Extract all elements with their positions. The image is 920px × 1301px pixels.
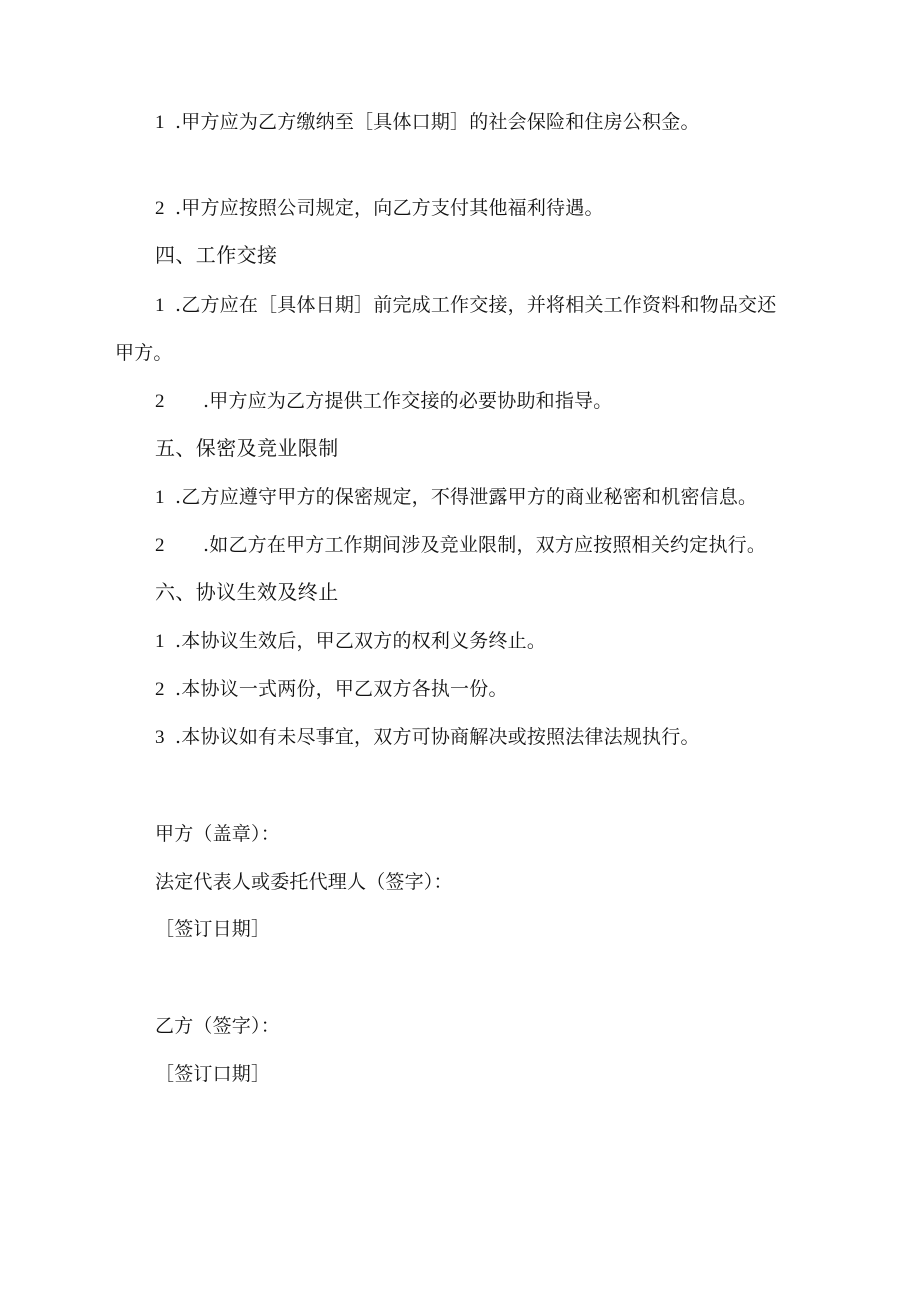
item-text: .甲方应为乙方缴纳至［具体口期］的社会保险和住房公积金。	[175, 111, 700, 133]
section4-item-2	[155, 389, 612, 414]
item-text: .甲方应为乙方提供工作交接的必要协助和指导。	[203, 390, 613, 412]
section4-item-1-continuation: 甲方。	[115, 342, 173, 364]
item-text: .乙方应在［具体日期］前完成工作交接，并将相关工作资料和物品交还	[175, 294, 777, 316]
section3-item-1	[155, 110, 700, 135]
item-number: 1	[155, 487, 165, 508]
section5-item-1	[155, 485, 757, 510]
section6-item-3	[155, 725, 700, 750]
section3-item-2	[155, 196, 604, 221]
item-number: 2	[155, 198, 165, 219]
item-number: 1	[155, 295, 165, 316]
party-a-date-placeholder: ［签订日期］	[155, 918, 271, 940]
item-number: 2	[155, 391, 165, 412]
item-text: .如乙方在甲方工作期间涉及竞业限制，双方应按照相关约定执行。	[203, 534, 767, 556]
section5-heading: 五、保密及竞业限制	[155, 436, 339, 460]
section4-item-1	[155, 293, 776, 318]
item-text: .本协议生效后，甲乙双方的权利义务终止。	[175, 630, 547, 652]
item-text: .甲方应按照公司规定，向乙方支付其他福利待遇。	[175, 197, 604, 219]
party-a-seal-label: 甲方（盖章）：	[155, 823, 280, 845]
item-number: 3	[155, 727, 165, 748]
section6-item-2	[155, 677, 508, 702]
item-text: .乙方应遵守甲方的保密规定，不得泄露甲方的商业秘密和机密信息。	[175, 486, 758, 508]
item-number: 2	[155, 679, 165, 700]
party-a-representative-label: 法定代表人或委托代理人（签字）：	[155, 871, 453, 893]
item-text: .本协议如有未尽事宜，双方可协商解决或按照法律法规执行。	[175, 726, 700, 748]
item-text: .本协议一式两份，甲乙双方各执一份。	[175, 678, 508, 700]
section6-heading: 六、协议生效及终止	[155, 580, 339, 604]
section4-heading: 四、工作交接	[155, 243, 278, 267]
item-number: 2	[155, 535, 165, 556]
item-number: 1	[155, 631, 165, 652]
party-b-date-placeholder: ［签订口期］	[155, 1063, 271, 1085]
section6-item-1	[155, 629, 546, 654]
party-b-signature-label: 乙方（签字）：	[155, 1015, 280, 1037]
item-number: 1	[155, 112, 165, 133]
section5-item-2	[155, 533, 766, 558]
